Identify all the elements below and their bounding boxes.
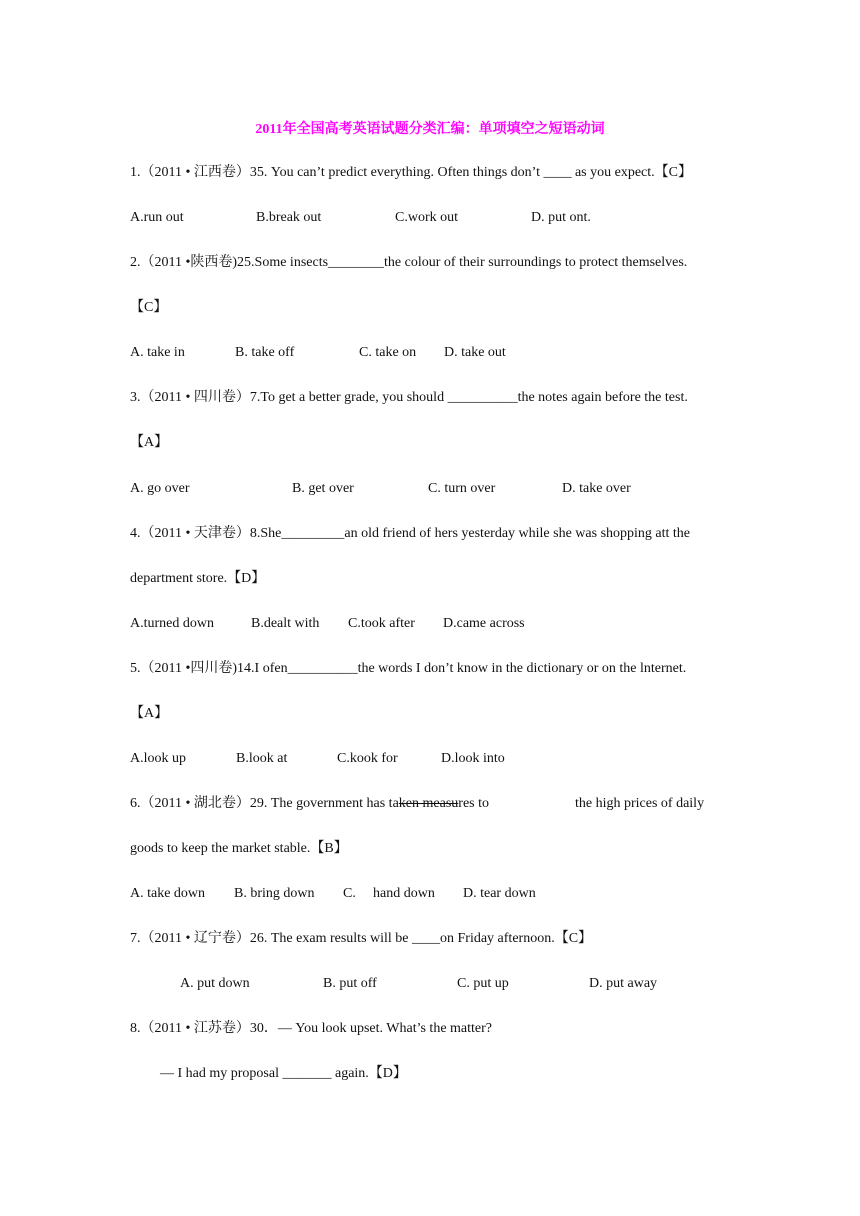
question-3-stem: 3.（2011 • 四川卷）7.To get a better grade, you should __________the notes again before the test.: [130, 390, 688, 405]
question-6-stem-continued: goods to keep the market stable.【B】: [130, 841, 348, 856]
question-4-option-d: D.came across: [443, 616, 525, 631]
document-title: 2011年全国高考英语试题分类汇编：单项填空之短语动词: [255, 122, 605, 137]
question-3-option-d: D. take over: [562, 481, 631, 496]
question-1-option-d: D. put ont.: [531, 210, 591, 225]
question-6-stem-part-a: 6.（2011 • 湖北卷）29. The government has ta: [130, 796, 399, 811]
question-6-stem: [130, 795, 489, 813]
question-3-option-a: A. go over: [130, 481, 190, 496]
question-4-stem-continued: department store.【D】: [130, 571, 266, 586]
question-5-option-c: C.kook for: [337, 751, 398, 766]
question-1-option-b: B.break out: [256, 210, 322, 225]
question-6-strikethrough-text: ken measu: [398, 796, 459, 811]
question-6-stem-part-c: the high prices of daily: [575, 796, 705, 811]
question-2-option-a: A. take in: [130, 345, 185, 360]
question-7-stem: 7.（2011 • 辽宁卷）26. The exam results will be ____on Friday afternoon.【C】: [130, 931, 593, 946]
question-3-answer: 【A】: [130, 435, 169, 450]
question-5-answer: 【A】: [130, 706, 169, 721]
question-4-option-c: C.took after: [348, 616, 415, 631]
question-2-option-d: D. take out: [444, 345, 506, 360]
question-6-option-a: A. take down: [130, 886, 206, 901]
question-6-option-d: D. tear down: [463, 886, 536, 901]
question-2-option-c: C. take on: [359, 345, 417, 360]
question-6-option-c: hand down: [373, 886, 435, 901]
question-4-stem: 4.（2011 • 天津卷）8.She_________an old friend of hers yesterday while she was shopping att the: [130, 526, 691, 541]
question-2-stem: 2.（2011 •陕西卷)25.Some insects________the colour of their surroundings to protect themselves.: [130, 255, 688, 270]
question-5-stem: 5.（2011 •四川卷)14.I ofen__________the words I don’t know in the dictionary or on the lnternet.: [130, 661, 687, 676]
question-4-option-b: B.dealt with: [251, 616, 320, 631]
question-7-option-a: A. put down: [180, 976, 250, 991]
question-2-option-b: B. take off: [235, 345, 295, 360]
question-8-stem: 8.（2011 • 江苏卷）30．— You look upset. What’s the matter?: [130, 1021, 493, 1036]
question-1-option-c: C.work out: [395, 210, 458, 225]
question-8-stem-continued: — I had my proposal _______ again.【D】: [160, 1066, 407, 1081]
question-3-option-b: B. get over: [292, 481, 354, 496]
question-7-option-c: C. put up: [457, 976, 509, 991]
question-6-option-c-letter: C.: [343, 886, 356, 901]
question-2-answer: 【C】: [130, 300, 168, 315]
question-5-option-a: A.look up: [130, 751, 186, 766]
question-1-option-a: A.run out: [130, 210, 184, 225]
question-5-option-d: D.look into: [441, 751, 505, 766]
question-7-option-d: D. put away: [589, 976, 658, 991]
question-4-option-a: A.turned down: [130, 616, 214, 631]
question-1-stem: 1.（2011 • 江西卷）35. You can’t predict everything. Often things don’t ____ as you expect.【C】: [130, 165, 692, 180]
question-6-stem-part-b: res to: [458, 796, 489, 811]
question-5-option-b: B.look at: [236, 751, 288, 766]
question-3-option-c: C. turn over: [428, 481, 496, 496]
question-6-option-b: B. bring down: [234, 886, 315, 901]
question-7-option-b: B. put off: [323, 976, 377, 991]
